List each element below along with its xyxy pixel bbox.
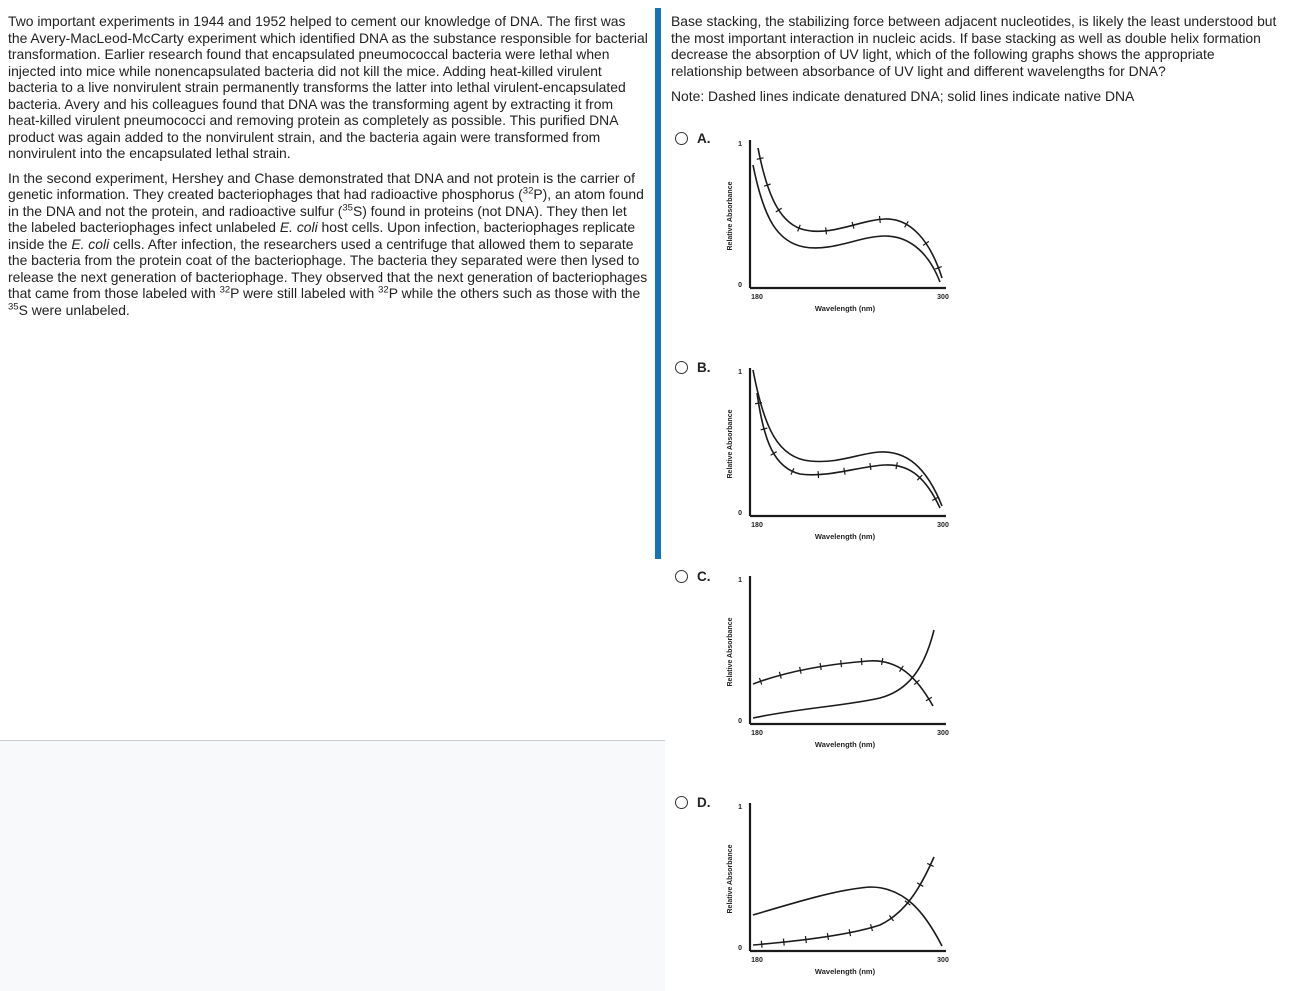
dash-tick-mark — [820, 663, 821, 670]
passage-text: P were still labeled with — [230, 285, 378, 301]
y-max-label: 1 — [738, 369, 742, 376]
absorbance-curve-2 — [753, 165, 940, 282]
passage-pane-footer — [0, 740, 665, 991]
y-min-label: 0 — [738, 510, 742, 517]
graph-option-a — [720, 130, 960, 320]
x-min-label: 180 — [751, 294, 763, 301]
dash-tick-mark — [879, 216, 880, 223]
dash-tick-mark — [844, 468, 845, 475]
y-max-label: 1 — [738, 577, 742, 584]
species-name: E. coli — [280, 219, 318, 235]
isotope-superscript: 32 — [523, 185, 534, 196]
option-letter-b: B. — [697, 360, 711, 375]
dash-tick-mark — [882, 658, 883, 665]
absorbance-curve-1 — [758, 148, 942, 278]
radio-button-c[interactable] — [675, 570, 688, 583]
absorbance-curve-1 — [753, 370, 942, 506]
dash-tick-mark — [800, 667, 801, 674]
passage-paragraph-1: Two important experiments in 1944 and 1952 helped to cement our knowledge of DNA. The first was the Avery-MacLeod-McCarty experiment which identified DNA as the substance responsible for bacterial transformation. Earlier research found that encapsulated pneumococcal bacteria were lethal when injected into mice while nonencapsulated bacteria did not kill the mice. Adding heat-killed virulent bacteria to a live nonvirulent strain permanently transforms the latter into lethal virulent-encapsulated bacteria. Avery and his colleagues found that DNA was the transforming agent by extracting it from heat-killed virulent pneumococci and removing protein as completely as possible. This purified DNA product was again added to the nonvirulent strain, and the bacteria again were transformed from nonvirulent into the encapsulated lethal strain. — [8, 13, 648, 162]
graph-option-c — [720, 566, 960, 756]
y-max-label: 1 — [738, 141, 742, 148]
absorbance-curve-2 — [753, 857, 934, 945]
y-max-label: 1 — [738, 804, 742, 811]
question-text: Base stacking, the stabilizing force between adjacent nucleotides, is likely the least understood but the most important interaction in nucleic acids. If base stacking as well as double helix formation decrease the absorption of UV light, which of the following graphs shows the appropriate relationship between absorbance of UV light and different wavelengths for DNA? — [671, 13, 1286, 79]
passage-text: P while the others such as those with the — [389, 285, 640, 301]
passage-text: In the second experiment, Hershey and Chase demonstrated that DNA and not protein is the carrier of genetic information. They created bacteriophages that had radioactive phosphorus ( — [8, 170, 635, 203]
passage-text: S were unlabeled. — [19, 302, 130, 318]
x-max-label: 300 — [937, 294, 949, 301]
dash-tick-mark — [783, 939, 784, 946]
y-min-label: 0 — [738, 718, 742, 725]
y-min-label: 0 — [738, 945, 742, 952]
dash-tick-mark — [826, 227, 827, 234]
passage-text: S) found in proteins (not DNA). They then let the labeled bacteriophages infect unlabeled — [8, 203, 627, 236]
graph-option-d — [720, 793, 960, 983]
question-note: Note: Dashed lines indicate denatured DNA; solid lines indicate native DNA — [671, 88, 1286, 105]
x-min-label: 180 — [751, 730, 763, 737]
y-axis-title: Relative Absorbance — [727, 617, 734, 686]
y-axis-title: Relative Absorbance — [727, 181, 734, 250]
x-max-label: 300 — [937, 957, 949, 964]
y-min-label: 0 — [738, 282, 742, 289]
passage-text: cells. After infection, the researchers used a centrifuge that allowed them to separate the bacteria from the protein coat of the bacteriophage. The bacteria they separated were then lysed to release the next generation of bacteriophage. They observed that the next generation of bacteriophages that came from those labeled with — [8, 236, 647, 302]
passage-text: host cells. Upon infection, bacteriophages replicate inside the — [8, 219, 635, 252]
isotope-superscript: 32 — [220, 284, 231, 295]
isotope-superscript: 35 — [8, 301, 19, 312]
isotope-superscript: 32 — [378, 284, 389, 295]
dash-tick-mark — [805, 936, 806, 943]
x-axis-title: Wavelength (nm) — [815, 532, 876, 541]
dash-tick-mark — [841, 660, 842, 667]
radio-button-b[interactable] — [675, 361, 688, 374]
y-axis-title: Relative Absorbance — [727, 409, 734, 478]
dash-tick-mark — [870, 463, 871, 470]
option-letter-c: C. — [697, 569, 711, 584]
radio-button-a[interactable] — [675, 132, 688, 145]
dash-tick-mark — [757, 158, 764, 160]
x-axis-title: Wavelength (nm) — [815, 967, 876, 976]
x-max-label: 300 — [937, 522, 949, 529]
dash-tick-mark — [827, 933, 828, 940]
dash-tick-mark — [849, 929, 850, 936]
passage-paragraph-2 — [8, 170, 648, 319]
option-letter-d: D. — [697, 795, 711, 810]
option-letter-a: A. — [697, 131, 711, 146]
dash-tick-mark — [896, 462, 897, 469]
graph-option-b — [720, 358, 960, 548]
x-max-label: 300 — [937, 730, 949, 737]
x-min-label: 180 — [751, 957, 763, 964]
dash-tick-mark — [761, 941, 762, 948]
x-axis-title: Wavelength (nm) — [815, 304, 876, 313]
species-name: E. coli — [71, 236, 109, 252]
passage — [8, 13, 648, 326]
x-axis-title: Wavelength (nm) — [815, 740, 876, 749]
dash-tick-mark — [861, 658, 862, 665]
pane-divider — [655, 8, 661, 559]
isotope-superscript: 35 — [342, 202, 353, 213]
radio-button-d[interactable] — [675, 796, 688, 809]
question-stem — [671, 13, 1286, 114]
x-min-label: 180 — [751, 522, 763, 529]
y-axis-title: Relative Absorbance — [727, 844, 734, 913]
passage-text: P), an atom found in the DNA and not the protein, and radioactive sulfur ( — [8, 186, 644, 219]
